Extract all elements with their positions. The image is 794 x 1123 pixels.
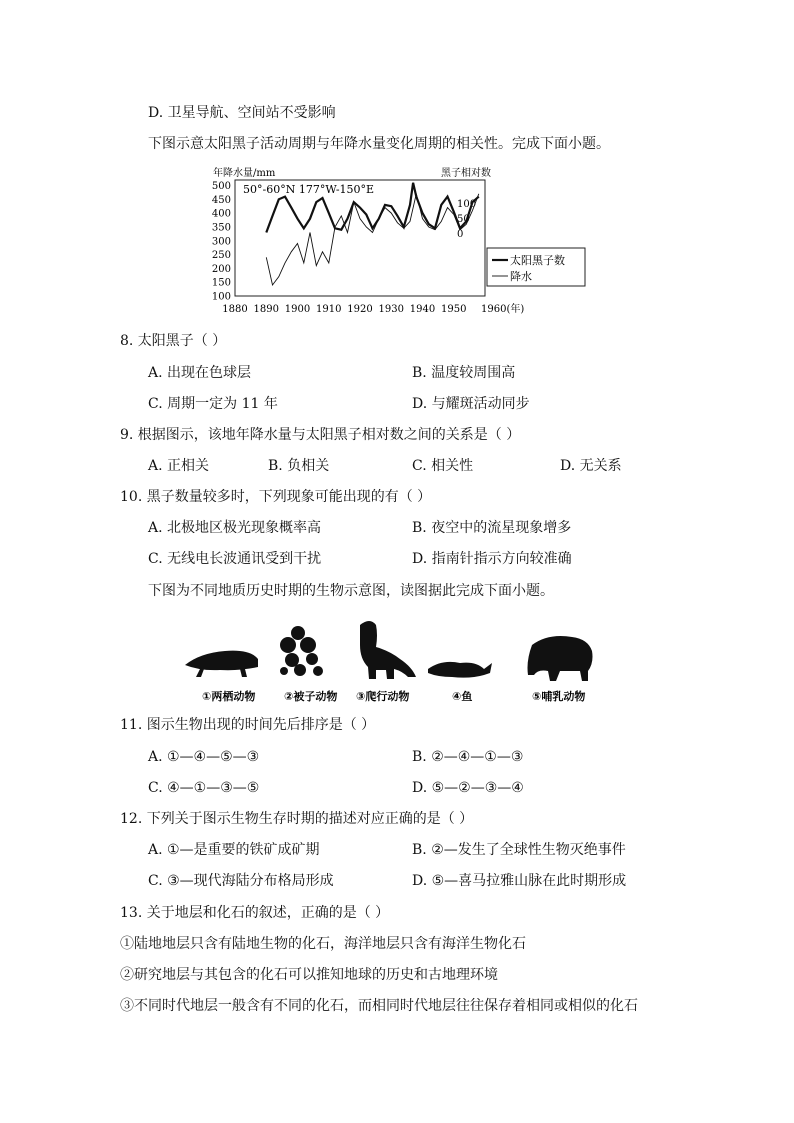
q13-statement-2: ②研究地层与其包含的化石可以推知地球的历史和古地理环境 [120,967,498,983]
x-tick-label: 1950 [441,304,467,315]
right-axis-label: 黑子相对数 [441,168,491,179]
x-tick-label: 1880 [222,304,248,315]
region-label: 50°-60°N 177°W-150°E [243,183,375,196]
label-mammal: ⑤哺乳动物 [532,690,586,703]
q8-option-b[interactable]: B. 温度较周围高 [412,365,516,381]
q13-statement-3: ③不同时代地层一般含有不同的化石，而相同时代地层往往保存着相同或相似的化石 [120,998,638,1014]
q12-stem: 12. 下列关于图示生物生存时期的描述对应正确的是（ ） [120,811,474,827]
amphibian-silhouette [185,651,258,677]
left-y-tick-label: 200 [211,263,231,275]
q11-stem: 11. 图示生物出现的时间先后排序是（ ） [120,717,376,733]
q9-option-a[interactable]: A. 正相关 [148,458,210,474]
left-y-tick-labels [212,181,231,302]
left-y-tick-label: 350 [211,222,231,234]
legend-precip-label: 降水 [510,270,532,283]
q9-option-c[interactable]: C. 相关性 [412,458,474,474]
left-y-tick-label: 500 [211,181,231,193]
q8-option-d[interactable]: D. 与耀斑活动同步 [412,396,530,412]
left-y-tick-label: 250 [211,250,231,262]
mammal-silhouette [528,636,593,681]
intro-text-2: 下图为不同地质历史时期的生物示意图，读图据此完成下面小题。 [148,583,554,599]
x-tick-label: 1930 [378,304,404,315]
q11-option-c[interactable]: C. ④—①—③—⑤ [148,780,260,796]
sunspot-precipitation-chart [205,164,565,316]
q12-option-b[interactable]: B. ②—发生了全球性生物灭绝事件 [412,842,626,858]
x-tick-label: 1910 [316,304,342,315]
q9-option-b[interactable]: B. 负相关 [268,458,330,474]
organism-figure [180,615,610,710]
q9-stem: 9. 根据图示，该地年降水量与太阳黑子相对数之间的关系是（ ） [120,427,521,443]
q10-option-d[interactable]: D. 指南针指示方向较准确 [412,551,572,567]
left-y-tick-label: 150 [211,277,231,289]
left-y-tick-label: 100 [211,291,231,303]
q12-option-d[interactable]: D. ⑤—喜马拉雅山脉在此时期形成 [412,873,627,889]
reptile-silhouette [360,621,416,679]
legend-sunspot-label: 太阳黑子数 [510,254,565,267]
q11-option-b[interactable]: B. ②—④—①—③ [412,749,524,765]
label-reptile: ③爬行动物 [356,690,410,703]
q12-option-a[interactable]: A. ①—是重要的铁矿成矿期 [148,842,320,858]
q8-option-a[interactable]: A. 出现在色球层 [148,365,252,381]
q8-stem: 8. 太阳黑子（ ） [120,333,227,349]
q11-option-d[interactable]: D. ⑤—②—③—④ [412,780,524,796]
left-y-tick-label: 400 [211,208,231,220]
right-y-tick-label: 0 [457,229,464,240]
label-angiosperm: ②被子动物 [284,690,338,703]
intro-text-1: 下图示意太阳黑子活动周期与年降水量变化周期的相关性。完成下面小题。 [148,136,610,152]
legend [487,248,585,286]
x-tick-label: 1920 [347,304,373,315]
q13-stem: 13. 关于地层和化石的叙述，正确的是（ ） [120,905,390,921]
x-tick-label: 1900 [284,304,311,315]
angiosperm-silhouette [280,626,323,676]
q12-option-c[interactable]: C. ③—现代海陆分布格局形成 [148,873,334,889]
x-tick-label: 1890 [253,304,279,315]
x-tick-label: 1940 [409,304,436,315]
x-axis-label: 1960(年) [481,304,525,315]
q8-option-c[interactable]: C. 周期一定为 11 年 [148,396,278,412]
right-y-tick-label: 100 [457,199,477,210]
q10-stem: 10. 黑子数量较多时，下列现象可能出现的有（ ） [120,489,432,505]
right-y-tick-label: 50 [457,214,470,225]
q10-option-a[interactable]: A. 北极地区极光现象概率高 [148,520,322,536]
left-axis-label: 年降水量/mm [213,168,276,179]
q13-statement-1: ①陆地地层只含有陆地生物的化石，海洋地层只含有海洋生物化石 [120,936,526,952]
left-y-tick-label: 450 [211,194,231,206]
fish-silhouette [428,662,492,678]
series-precipitation-line [266,194,479,285]
left-y-tick-label: 300 [211,236,231,248]
q9-option-d[interactable]: D. 无关系 [560,458,622,474]
label-amphibian: ①两栖动物 [202,690,256,703]
x-tick-labels [222,304,466,315]
q10-option-c[interactable]: C. 无线电长波通讯受到干扰 [148,551,322,567]
q11-option-a[interactable]: A. ①—④—⑤—③ [148,749,260,765]
prev-option-d: D. 卫星导航、空间站不受影响 [148,105,336,121]
q10-option-b[interactable]: B. 夜空中的流星现象增多 [412,520,572,536]
label-fish: ④鱼 [452,690,473,703]
